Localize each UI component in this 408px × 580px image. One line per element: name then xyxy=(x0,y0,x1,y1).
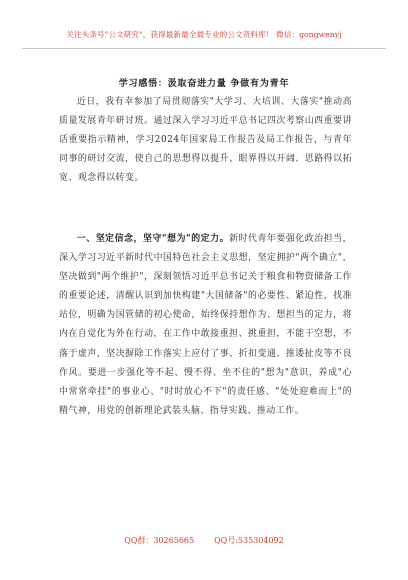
document-title: 学习感悟：汲取奋进力量 争做有为青年 xyxy=(118,79,290,89)
section-one-heading: 一、坚定信念，坚守"想为"的定力。 xyxy=(76,234,230,244)
footer-qq-number: QQ号:535304092 xyxy=(214,536,284,545)
header-divider xyxy=(22,48,386,49)
footer-qq-group: QQ群：30265665 xyxy=(124,536,195,545)
intro-paragraph: 近日，我有幸参加了局贯彻落实"大学习、大培训、大落实"推动高质量发展青年研讨班。通过深入学习习近平总书记四次考察山西重要讲话重要指示精神，学习2024年国家局工作报告及局工作报告，与青年同事的研讨交流，使自己的思想得以提升、眼界得以开阔、思路得以拓宽、观念得以转变。 xyxy=(59,97,352,184)
header-promo-note: 关注头条号"公文研究"，获得最新最全最专业的公文资料库！ 微信：gongwenyj xyxy=(66,30,342,39)
section-one-paragraph xyxy=(59,230,352,421)
footer-contact xyxy=(0,535,408,546)
section-one-body: 新时代青年要强化政治担当，深入学习习近平新时代中国特色社会主义思想，坚定拥护"两个确立"，坚决做到"两个维护"，深刻领悟习近平总书记关于粮食和物资储备工作的重要论述，清醒认识到加快构建"大国储备"的必要性、紧迫性，找准站位，明确为国管储的初心使命，始终保持想作为、想担当的定力，将内在自觉化为外在行动，在工作中敢接重担、挑重担，不能干空想，不落于虚声，坚决摒除工作落实上应付了事、折扣变通、推诿扯皮等不良作风。要进一步强化等不起、慢不得、坐不住的"想为"意识，养成"心中常常牵挂"的事业心、"时时放心不下"的责任感、"处处迎难而上"的精气神，用党的创新理论武装头脑、指导实践、推动工作。 xyxy=(59,234,352,416)
